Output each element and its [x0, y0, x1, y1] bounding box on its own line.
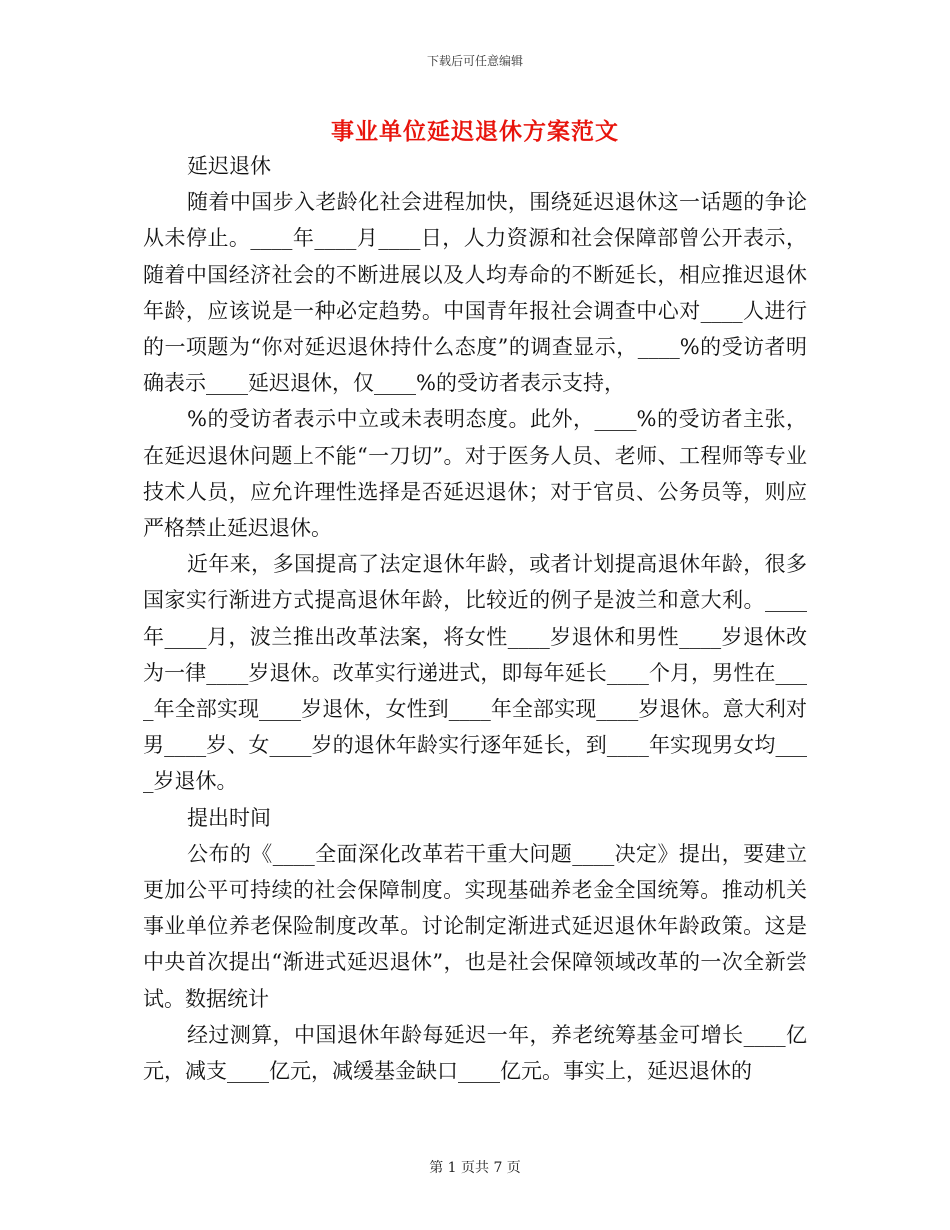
- section-heading-delayed-retirement: 延迟退休: [187, 154, 271, 178]
- page-number-footer: 第 1 页共 7 页: [429, 1160, 521, 1176]
- header-note: 下载后可任意编辑: [426, 54, 523, 68]
- document-title: 事业单位延迟退休方案范文: [331, 118, 619, 145]
- paragraph-international: 近年来，多国提高了法定退休年龄，或者计划提高退休年龄，很多国家实行渐进方式提高退休年龄，比较近的例子是波兰和意大利。____年____月，波兰推出改革法案，将女性____岁退休和男性____岁退休改为一律____岁退休。改革实行递进式，即每年延长____个月，男性在____年全部实现____岁退休，女性到____年全部实现____岁退休。意大利对男____岁、女____岁的退休年龄实行逐年延长，到____年实现男女均____岁退休。: [143, 552, 807, 794]
- paragraph-policy: 公布的《____全面深化改革若干重大问题____决定》提出，要建立更加公平可持续的社会保障制度。实现基础养老金全国统筹。推动机关事业单位养老保险制度改革。讨论制定渐进式延迟退休年龄政策。这是中央首次提出“渐进式延迟退休”，也是社会保障领域改革的一次全新尝试。数据统计: [143, 841, 807, 1011]
- paragraph-survey-continued: %的受访者表示中立或未表明态度。此外，____%的受访者主张，在延迟退休问题上不能“一刀切”。对于医务人员、老师、工程师等专业技术人员，应允许理性选择是否延迟退休；对于官员、公务员等，则应严格禁止延迟退休。: [143, 407, 807, 541]
- document-body: [143, 148, 807, 1089]
- paragraph-intro: 随着中国步入老龄化社会进程加快，围绕延迟退休这一话题的争论从未停止。____年____月____日，人力资源和社会保障部曾公开表示，随着中国经济社会的不断进展以及人均寿命的不断延长，相应推迟退休年龄，应该说是一种必定趋势。中国青年报社会调查中心对____人进行的一项题为“你对延迟退休持什么态度”的调查显示，____%的受访者明确表示____延迟退休，仅____%的受访者表示支持，: [143, 190, 807, 396]
- section-heading-proposal-time: 提出时间: [187, 805, 271, 830]
- paragraph-statistics: 经过测算，中国退休年龄每延迟一年，养老统筹基金可增长____亿元，减支____亿元，减缓基金缺口____亿元。事实上，延迟退休的: [143, 1022, 807, 1084]
